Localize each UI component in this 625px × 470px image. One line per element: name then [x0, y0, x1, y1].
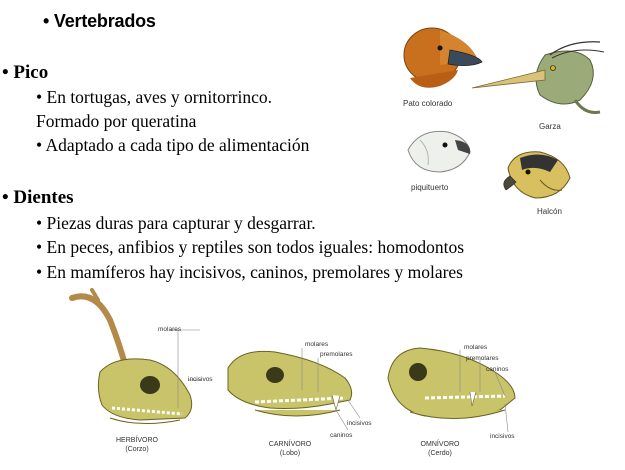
- falcon-head-illustration: [504, 152, 570, 198]
- dientes-title: • Dientes: [2, 187, 74, 208]
- dientes-line-3: • En mamíferos hay incisivos, caninos, premolares y molares: [36, 262, 463, 282]
- omni-caption-title: OMNÍVORO: [420, 441, 460, 448]
- herb-caption-title: HERBÍVORO: [115, 437, 159, 444]
- herb-caption-sub: (Corzo): [125, 446, 149, 453]
- heron-head-illustration: [472, 42, 604, 113]
- dientes-line-2: • En peces, anfibios y reptiles son todos iguales: homodontos: [36, 237, 465, 257]
- duck-head-illustration: [404, 28, 482, 88]
- bird-caption-pato: Pato colorado: [403, 99, 453, 108]
- bird-caption-piquituerto: piquituerto: [411, 183, 449, 192]
- dientes-line-1: • Piezas duras para capturar y desgarrar.: [36, 213, 316, 233]
- herb-label-incisivos: incisivos: [188, 376, 213, 383]
- carn-label-premolares: premolares: [320, 351, 353, 358]
- pico-line-2: Formado por queratina: [36, 111, 197, 131]
- omni-label-molares: molares: [464, 344, 488, 351]
- herbivore-skull-illustration: [72, 290, 202, 424]
- herb-label-molares: molares: [158, 326, 182, 333]
- omni-label-caninos: caninos: [486, 366, 509, 373]
- carn-caption-sub: (Lobo): [279, 450, 301, 457]
- carn-label-molares: molares: [305, 341, 329, 348]
- bird-caption-garza: Garza: [539, 122, 561, 131]
- slide-heading: • Vertebrados: [43, 11, 156, 31]
- omni-label-premolares: premolares: [466, 355, 499, 362]
- crossbill-head-illustration: [408, 131, 470, 172]
- omni-caption: [421, 440, 460, 458]
- omni-caption-sub: (Cerdo): [428, 450, 452, 457]
- herb-caption: [116, 436, 158, 454]
- carnivore-skull-illustration: [228, 348, 360, 430]
- carn-label-caninos: caninos: [330, 432, 353, 439]
- carn-caption: [269, 440, 311, 458]
- omni-label-incisivos: incisivos: [490, 433, 515, 440]
- pico-line-1: • En tortugas, aves y ornitorrinco.: [36, 87, 273, 107]
- pico-line-3: • Adaptado a cada tipo de alimentación: [36, 135, 310, 155]
- carn-caption-title: CARNÍVORO: [268, 441, 312, 448]
- bird-caption-halcon: Halcón: [537, 207, 562, 216]
- pico-title: • Pico: [2, 62, 49, 83]
- carn-label-incisivos: incisivos: [347, 420, 372, 427]
